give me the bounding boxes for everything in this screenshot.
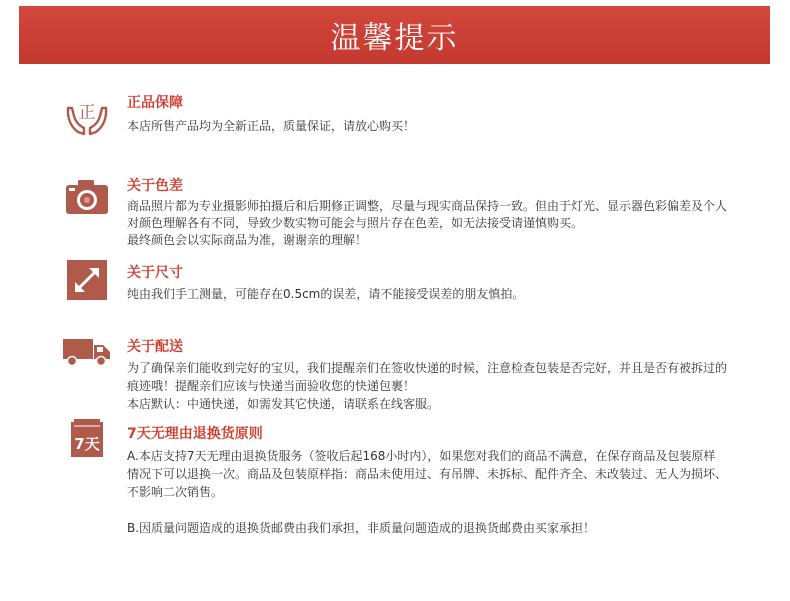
resize-arrow-icon <box>63 258 111 302</box>
section-text: B.因质量问题造成的退换货邮费由我们承担，非质量问题造成的退换货邮费由买家承担！ <box>127 521 596 535</box>
section-text: 对颜色理解各有不同，导致少数实物可能会与照片存在色差，如无法接受请谨慎购买。 <box>127 216 584 230</box>
section-text: 痕迹哦！提醒亲们应该与快递当面验收您的快递包裹！ <box>127 379 416 393</box>
section-text: 为了确保亲们能收到完好的宝贝，我们提醒亲们在签收快递的时候，注意检查包装是否完好，并且是否有被拆过的 <box>127 361 728 375</box>
section-title: 7天无理由退换货原则 <box>127 426 263 442</box>
section-text: 最终颜色会以实际商品为准，谢谢亲的理解！ <box>127 233 368 247</box>
section-text: A.本店支持7天无理由退换货服务（签收后起168小时内），如果您对我们的商品不满意，在保存商品及包装原样 <box>127 449 716 463</box>
camera-icon <box>63 175 111 219</box>
seven-day-calendar-icon <box>63 416 111 460</box>
page-title: 温馨提示 <box>330 21 459 56</box>
section-text: 情况下可以退换一次。商品及包装原样指：商品未使用过、有吊牌、未拆标、配件齐全、未改装过、无人为损坏、 <box>127 467 728 481</box>
section-text: 商品照片都为专业摄影师拍摄后和后期修正调整，尽量与现实商品保持一致。但由于灯光、显示器色彩偏差及个人 <box>127 199 728 213</box>
section-text: 本店所售产品均为全新正品，质量保证，请放心购买！ <box>127 119 416 133</box>
header-banner <box>19 6 770 64</box>
svg-text:正: 正 <box>78 103 96 123</box>
calendar-icon-label: 7天 <box>74 435 100 453</box>
delivery-truck-icon <box>63 330 111 374</box>
section-text: 本店默认：中通快递，如需发其它快递，请联系在线客服。 <box>127 397 440 411</box>
section-title: 关于配送 <box>127 339 183 355</box>
section-text: 纯由我们手工测量，可能存在0.5cm的误差，请不能接受误差的朋友慎拍。 <box>127 287 525 301</box>
genuine-hands-icon <box>63 94 111 138</box>
section-text: 不影响二次销售。 <box>127 485 224 499</box>
section-title: 正品保障 <box>127 95 183 111</box>
section-title: 关于色差 <box>127 178 183 194</box>
section-title: 关于尺寸 <box>127 265 183 281</box>
